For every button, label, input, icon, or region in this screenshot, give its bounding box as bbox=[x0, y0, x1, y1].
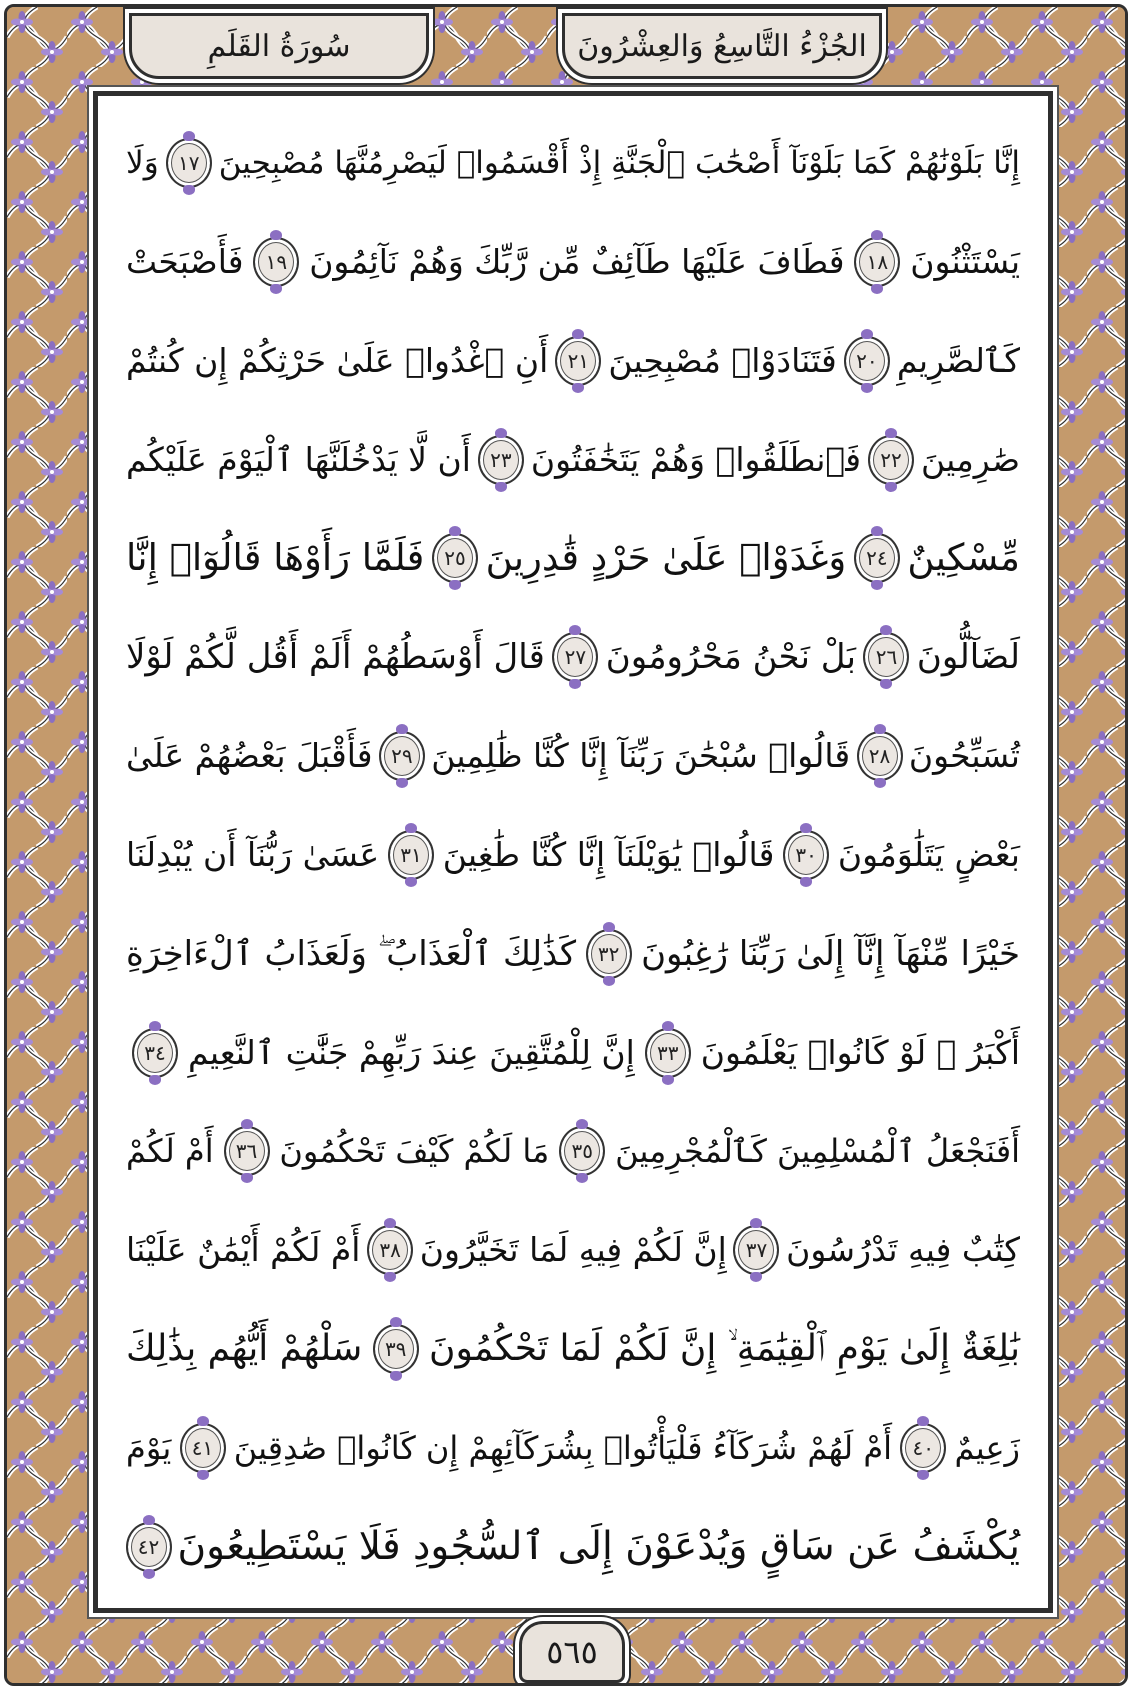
ayah-end-marker-icon bbox=[367, 1225, 413, 1275]
text-line bbox=[126, 114, 1020, 212]
verse-text: زَعِيمٌ bbox=[954, 1428, 1020, 1467]
ayah-end-marker-icon bbox=[388, 830, 434, 880]
verse-text: قَالَ أَوْسَطُهُمْ أَلَمْ أَقُل لَّكُمْ لَوْلَا bbox=[126, 637, 545, 678]
ayah-number: ٢٤ bbox=[866, 546, 888, 571]
page-number-badge bbox=[519, 1621, 625, 1683]
verse-text: وَغَدَوْا۟ عَلَىٰ حَرْدٍ قَٰدِرِينَ bbox=[485, 536, 847, 580]
ayah-number: ٢٨ bbox=[868, 744, 891, 769]
verse-text: لَضَآلُّونَ bbox=[916, 637, 1020, 678]
verse-lines bbox=[126, 114, 1020, 1596]
text-line bbox=[126, 411, 1020, 509]
verse-text: عَسَىٰ رَبُّنَآ أَن يُبْدِلَنَا bbox=[126, 834, 380, 874]
quran-text-panel bbox=[93, 91, 1053, 1613]
ayah-number: ١٧ bbox=[177, 151, 200, 175]
verse-text: فَطَافَ عَلَيْهَا طَآئِفٌ مِّن رَّبِّكَ وَهُمْ نَآئِمُونَ bbox=[309, 241, 845, 281]
verse-text: كَذَٰلِكَ ٱلْعَذَابُ ۖ وَلَعَذَابُ ٱلْءَاخِرَةِ bbox=[126, 933, 577, 974]
text-line bbox=[126, 1102, 1020, 1200]
ayah-number: ٣٤ bbox=[144, 1040, 166, 1065]
ayah-end-marker-icon bbox=[478, 435, 524, 485]
text-line bbox=[126, 1498, 1020, 1596]
ayah-end-marker-icon bbox=[373, 1324, 419, 1374]
ayah-end-marker-icon bbox=[783, 830, 829, 880]
ayah-number: ٢٩ bbox=[391, 744, 413, 769]
ayah-number: ٢٥ bbox=[444, 546, 466, 571]
verse-text: أَكْبَرُ ۚ لَوْ كَانُوا۟ يَعْلَمُونَ bbox=[700, 1032, 1020, 1072]
verse-text: خَيْرًا مِّنْهَآ إِنَّآ إِلَىٰ رَبِّنَا رَٰغِبُونَ bbox=[641, 933, 1020, 974]
ayah-number: ٣٥ bbox=[571, 1139, 593, 1164]
verse-text: كِتَٰبٌ فِيهِ تَدْرُسُونَ bbox=[786, 1230, 1020, 1270]
text-line bbox=[126, 213, 1020, 311]
ayah-end-marker-icon bbox=[180, 1423, 226, 1473]
verse-text: كَٱلصَّرِيمِ bbox=[896, 340, 1020, 380]
verse-text: مِّسْكِينٌ bbox=[907, 536, 1020, 580]
page-number-text: ٥٦٥ bbox=[546, 1633, 598, 1671]
ayah-end-marker-icon bbox=[844, 336, 890, 386]
text-line bbox=[126, 707, 1020, 805]
ayah-number: ٣٠ bbox=[795, 842, 817, 867]
verse-text: بَٰلِغَةٌ إِلَىٰ يَوْمِ ٱلْقِيَٰمَةِ ۙ إِنَّ لَكُمْ لَمَا تَحْكُمُونَ bbox=[429, 1328, 1020, 1370]
verse-text: يَسْتَثْنُونَ bbox=[910, 241, 1020, 281]
text-line bbox=[126, 1300, 1020, 1398]
ayah-number: ٣٢ bbox=[597, 941, 620, 966]
ayah-end-marker-icon bbox=[559, 1126, 605, 1176]
ayah-end-marker-icon bbox=[552, 632, 598, 682]
ayah-number: ٢٦ bbox=[875, 645, 898, 670]
text-line bbox=[126, 312, 1020, 410]
ayah-number: ٤١ bbox=[191, 1435, 214, 1460]
verse-text: أَن لَّا يَدْخُلَنَّهَا ٱلْيَوْمَ عَلَيْكُم bbox=[126, 439, 471, 479]
verse-text: فَٱنطَلَقُوا۟ وَهُمْ يَتَخَٰفَتُونَ bbox=[530, 439, 862, 479]
ayah-end-marker-icon bbox=[645, 1028, 691, 1078]
text-line bbox=[126, 509, 1020, 607]
verse-text: مَا لَكُمْ كَيْفَ تَحْكُمُونَ bbox=[279, 1132, 550, 1171]
verse-text: سَلْهُمْ أَيُّهُم بِذَٰلِكَ bbox=[126, 1328, 363, 1370]
verse-text: وَلَا bbox=[126, 145, 159, 181]
verse-text: أَمْ لَكُمْ أَيْمَٰنٌ عَلَيْنَا bbox=[126, 1230, 361, 1270]
verse-text: فَلَمَّا رَأَوْهَا قَالُوٓا۟ إِنَّا bbox=[126, 536, 425, 580]
text-line bbox=[126, 905, 1020, 1003]
ayah-number: ٣٣ bbox=[657, 1040, 679, 1065]
verse-text: فَأَقْبَلَ بَعْضُهُمْ عَلَىٰ bbox=[126, 736, 373, 776]
verse-text: أَفَنَجْعَلُ ٱلْمُسْلِمِينَ كَٱلْمُجْرِمِينَ bbox=[615, 1132, 1020, 1171]
ayah-number: ٢٧ bbox=[564, 645, 587, 670]
verse-text: صَٰرِمِينَ bbox=[921, 439, 1020, 479]
surah-title bbox=[129, 13, 429, 79]
ornamental-page-frame bbox=[4, 4, 1128, 1686]
verse-text: يَوْمَ bbox=[126, 1428, 172, 1467]
ayah-end-marker-icon bbox=[586, 929, 632, 979]
verse-text: فَأَصْبَحَتْ bbox=[126, 241, 244, 281]
ayah-end-marker-icon bbox=[854, 533, 900, 583]
verse-text: إِنَّا بَلَوْنَٰهُمْ كَمَا بَلَوْنَآ أَصْحَٰبَ ٱلْجَنَّةِ إِذْ أَقْسَمُوا۟ لَيَصْرِمُنَّهَا مُصْبِحِينَ bbox=[218, 145, 1020, 181]
ayah-number: ٤٢ bbox=[137, 1534, 160, 1559]
ayah-end-marker-icon bbox=[224, 1126, 270, 1176]
ayah-number: ٢٠ bbox=[856, 348, 878, 373]
ayah-end-marker-icon bbox=[166, 138, 212, 188]
ayah-end-marker-icon bbox=[555, 336, 601, 386]
juz-title-text: الجُزْءُ التَّاسِعُ وَالعِشْرُونَ bbox=[577, 28, 867, 64]
ayah-number: ٣٨ bbox=[379, 1238, 401, 1263]
text-line bbox=[126, 1399, 1020, 1497]
text-line bbox=[126, 806, 1020, 904]
ayah-number: ٣١ bbox=[400, 842, 422, 867]
ayah-number: ٣٩ bbox=[384, 1337, 407, 1362]
verse-text: أَمْ لَهُمْ شُرَكَآءُ فَلْيَأْتُوا۟ بِشُرَكَآئِهِمْ إِن كَانُوا۟ صَٰدِقِينَ bbox=[233, 1428, 893, 1467]
verse-text: تُسَبِّحُونَ bbox=[908, 736, 1020, 776]
text-line bbox=[126, 1004, 1020, 1102]
verse-text: يُكْشَفُ عَن سَاقٍ وَيُدْعَوْنَ إِلَى ٱلسُّجُودِ فَلَا يَسْتَطِيعُونَ bbox=[177, 1523, 1020, 1569]
ayah-number: ٢٢ bbox=[880, 447, 902, 472]
ayah-end-marker-icon bbox=[857, 731, 903, 781]
surah-title-text: سُورَةُ القَلَمِ bbox=[207, 28, 351, 64]
verse-text: أَنِ ٱغْدُوا۟ عَلَىٰ حَرْثِكُمْ إِن كُنتُمْ bbox=[126, 340, 549, 380]
ayah-number: ١٩ bbox=[265, 249, 288, 274]
ayah-number: ١٨ bbox=[866, 249, 889, 274]
verse-text: إِنَّ لَكُمْ فِيهِ لَمَا تَخَيَّرُونَ bbox=[419, 1230, 727, 1270]
verse-text: أَمْ لَكُمْ bbox=[126, 1132, 214, 1171]
ayah-end-marker-icon bbox=[253, 237, 299, 287]
ayah-end-marker-icon bbox=[132, 1028, 178, 1078]
ayah-number: ٣٦ bbox=[235, 1139, 258, 1164]
ayah-number: ٤٠ bbox=[912, 1435, 935, 1460]
ayah-end-marker-icon bbox=[733, 1225, 779, 1275]
ayah-end-marker-icon bbox=[868, 435, 914, 485]
verse-text: فَتَنَادَوْا۟ مُصْبِحِينَ bbox=[608, 340, 837, 380]
ayah-end-marker-icon bbox=[126, 1522, 172, 1572]
juz-title bbox=[562, 13, 882, 79]
verse-text: بَعْضٍ يَتَلَٰوَمُونَ bbox=[837, 834, 1020, 874]
text-line bbox=[126, 1201, 1020, 1299]
text-line bbox=[126, 608, 1020, 706]
ayah-end-marker-icon bbox=[854, 237, 900, 287]
verse-text: قَالُوا۟ سُبْحَٰنَ رَبِّنَآ إِنَّا كُنَّا ظَٰلِمِينَ bbox=[431, 736, 851, 776]
ayah-number: ٢٣ bbox=[490, 447, 512, 472]
ayah-number: ٢١ bbox=[567, 348, 590, 373]
ayah-end-marker-icon bbox=[432, 533, 478, 583]
verse-text: إِنَّ لِلْمُتَّقِينَ عِندَ رَبِّهِمْ جَنَّٰتِ ٱلنَّعِيمِ bbox=[187, 1032, 635, 1072]
verse-text: بَلْ نَحْنُ مَحْرُومُونَ bbox=[605, 637, 856, 678]
ayah-end-marker-icon bbox=[900, 1423, 946, 1473]
verse-text: قَالُوا۟ يَٰوَيْلَنَآ إِنَّا كُنَّا طَٰغِينَ bbox=[442, 834, 775, 874]
ayah-end-marker-icon bbox=[379, 731, 425, 781]
ayah-number: ٣٧ bbox=[745, 1238, 768, 1263]
ayah-end-marker-icon bbox=[863, 632, 909, 682]
